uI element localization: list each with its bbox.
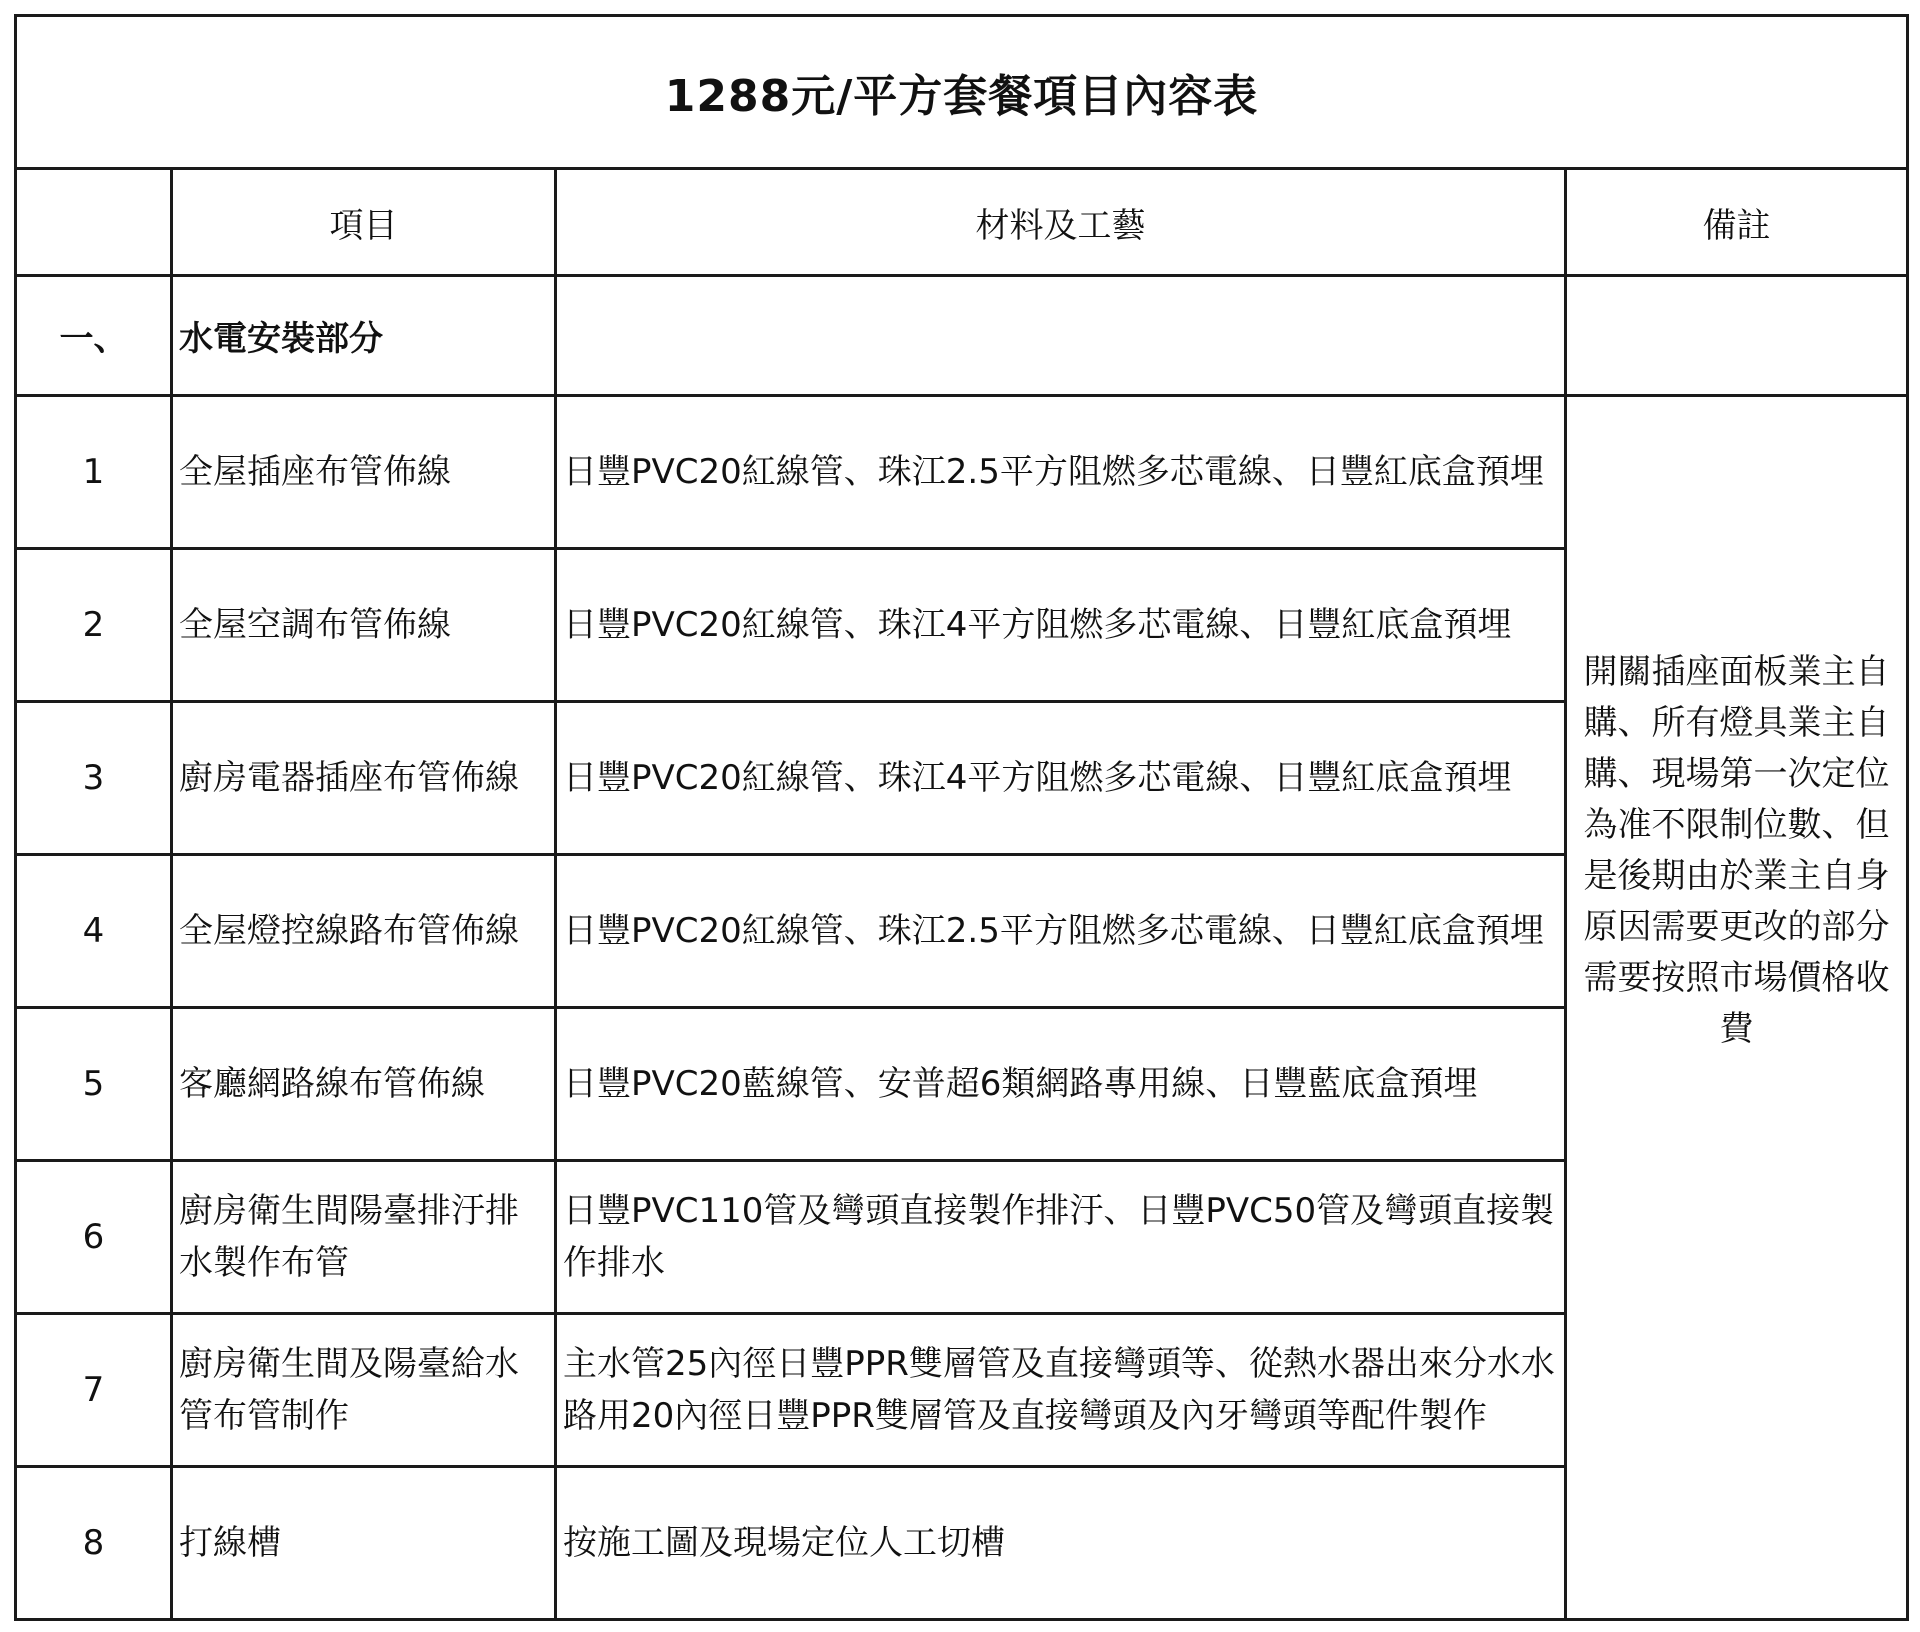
row-material: 日豐PVC20紅線管、珠江4平方阻燃多芯電線、日豐紅底盒預埋: [556, 702, 1566, 855]
row-item: 客廳網路線布管佈線: [172, 1008, 556, 1161]
row-material: 按施工圖及現場定位人工切槽: [556, 1467, 1566, 1620]
row-number: 1: [16, 396, 172, 549]
table-title: 1288元/平方套餐項目內容表: [16, 16, 1908, 169]
row-material: 主水管25內徑日豐PPR雙層管及直接彎頭等、從熱水器出來分水水路用20內徑日豐PPR雙層管及直接彎頭及內牙彎頭等配件製作: [556, 1314, 1566, 1467]
row-item: 全屋燈控線路布管佈線: [172, 855, 556, 1008]
row-item: 廚房電器插座布管佈線: [172, 702, 556, 855]
section-row: [16, 276, 1908, 396]
section-name: 水電安裝部分: [172, 276, 556, 396]
row-number: 6: [16, 1161, 172, 1314]
header-material: 材料及工藝: [556, 169, 1566, 276]
row-item: 廚房衛生間陽臺排汙排水製作布管: [172, 1161, 556, 1314]
row-item: 廚房衛生間及陽臺給水管布管制作: [172, 1314, 556, 1467]
row-number: 8: [16, 1467, 172, 1620]
section-material-empty: [556, 276, 1566, 396]
package-content-table: [14, 14, 1909, 1621]
table-row: [16, 396, 1908, 549]
remarks-cell: 開關插座面板業主自購、所有燈具業主自購、現場第一次定位為准不限制位數、但是後期由於業主自身原因需要更改的部分需要按照市場價格收費: [1566, 396, 1908, 1620]
row-item: 全屋插座布管佈線: [172, 396, 556, 549]
header-row: [16, 169, 1908, 276]
header-number: [16, 169, 172, 276]
section-note-empty: [1566, 276, 1908, 396]
row-number: 4: [16, 855, 172, 1008]
row-number: 2: [16, 549, 172, 702]
row-item: 打線槽: [172, 1467, 556, 1620]
row-material: 日豐PVC20紅線管、珠江4平方阻燃多芯電線、日豐紅底盒預埋: [556, 549, 1566, 702]
title-row: [16, 16, 1908, 169]
section-number: 一、: [16, 276, 172, 396]
row-number: 5: [16, 1008, 172, 1161]
row-material: 日豐PVC20藍線管、安普超6類網路專用線、日豐藍底盒預埋: [556, 1008, 1566, 1161]
row-material: 日豐PVC20紅線管、珠江2.5平方阻燃多芯電線、日豐紅底盒預埋: [556, 855, 1566, 1008]
row-number: 3: [16, 702, 172, 855]
header-note: 備註: [1566, 169, 1908, 276]
row-material: 日豐PVC110管及彎頭直接製作排汙、日豐PVC50管及彎頭直接製作排水: [556, 1161, 1566, 1314]
row-material: 日豐PVC20紅線管、珠江2.5平方阻燃多芯電線、日豐紅底盒預埋: [556, 396, 1566, 549]
header-item: 項目: [172, 169, 556, 276]
row-item: 全屋空調布管佈線: [172, 549, 556, 702]
row-number: 7: [16, 1314, 172, 1467]
